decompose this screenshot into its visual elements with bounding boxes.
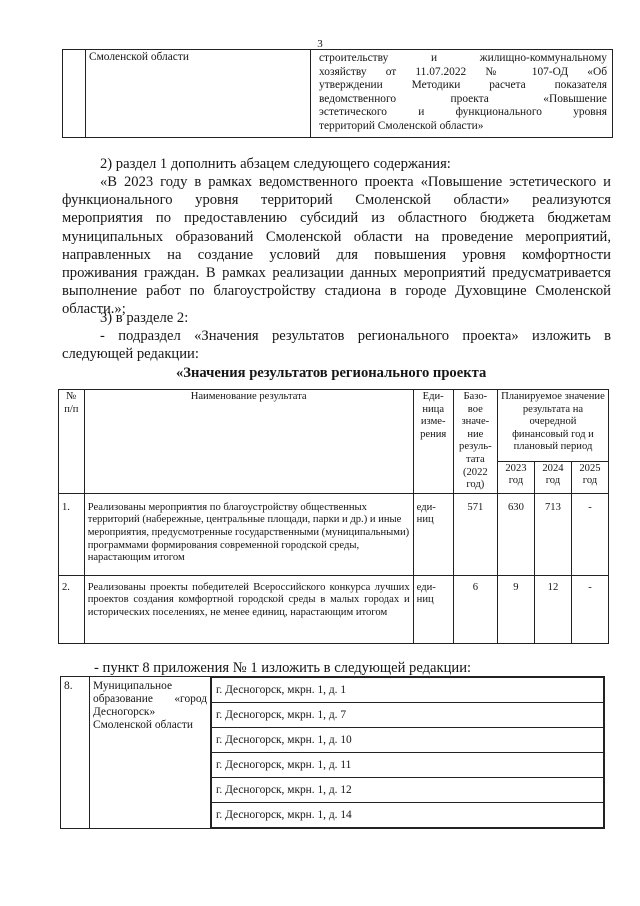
list-item (212, 778, 604, 803)
address: г. Десногорск, мкрн. 1, д. 1 (212, 678, 604, 703)
paragraph-line: - подраздел «Значения результатов регионального проекта» изложить в (100, 328, 611, 344)
paragraph-line: выполнение работ по благоустройству стадиона в городе Духовщине Смоленской (62, 283, 611, 300)
subsection-instruction (62, 327, 611, 363)
paragraph-line: следующей редакции: (62, 346, 199, 363)
row-unit: еди-ниц (413, 493, 453, 575)
header-base-value: Базо-вое значе-ние резуль-тата (2022 год) (453, 390, 497, 494)
header-year: 2023 год (497, 461, 534, 493)
row-name: Реализованы мероприятия по благоустройству общественных территорий (набережные, центральные площади, парки и др.) и иные мероприятия, предусмотренные государственными (муниципальными) программами формирования современной городской среды, нарастающим итогом (84, 493, 413, 575)
quoted-paragraph (62, 173, 611, 319)
address-list (211, 677, 604, 828)
list-item (212, 678, 604, 703)
reference-line: эстетического и функционального уровня (319, 106, 607, 119)
row-value-2024: 713 (534, 493, 571, 575)
row-base-value: 571 (453, 493, 497, 575)
paragraph-line: муниципальных образований Смоленской области на проведение мероприятий, (62, 228, 611, 245)
list-item (212, 728, 604, 753)
header-result-name: Наименование результата (84, 390, 413, 494)
header-unit: Еди-ница изме-рения (413, 390, 453, 494)
municipality-cell (90, 677, 211, 829)
reference-line: ведомственного проекта «Повышение (319, 92, 607, 105)
region-cell: Смоленской области (86, 50, 311, 138)
table-row (59, 575, 609, 643)
municipality-line: Муниципальное (93, 680, 173, 692)
row-number: 2. (59, 575, 85, 643)
row-number: 1. (59, 493, 85, 575)
paragraph-line: «В 2023 году в рамках ведомственного проекта «Повышение эстетического и (100, 174, 611, 190)
continued-table (62, 49, 613, 138)
municipality-line: образование «город (93, 693, 207, 705)
row-value-2025: - (571, 493, 608, 575)
address: г. Десногорск, мкрн. 1, д. 12 (212, 778, 604, 803)
subsection-title: «Значения результатов регионального проекта (176, 365, 487, 381)
row-value-2024: 12 (534, 575, 571, 643)
row-base-value: 6 (453, 575, 497, 643)
municipality-line: Смоленской области (93, 719, 193, 731)
header-planned-values: Планируемое значение результата на очередной финансовый год и плановый период (497, 390, 608, 462)
paragraph-line: проживания граждан. В рамках реализации данных мероприятий предусматривается (62, 265, 611, 282)
table-row (59, 493, 609, 575)
header-year: 2024 год (534, 461, 571, 493)
appendix-row-number: 8. (61, 677, 90, 829)
paragraph-line: функционального уровня территорий Смоленской области» реализуются (62, 192, 611, 209)
results-table (58, 389, 609, 644)
header-year: 2025 год (571, 461, 608, 493)
paragraph-point-8: - пункт 8 приложения № 1 изложить в следующей редакции: (94, 660, 472, 676)
header-number: № п/п (59, 390, 85, 494)
municipality-line: Десногорск» (93, 706, 156, 718)
list-item (212, 753, 604, 778)
paragraph-section-1: 2) раздел 1 дополнить абзацем следующего содержания: (100, 156, 451, 172)
row-value-2023: 630 (497, 493, 534, 575)
row-unit: еди-ниц (413, 575, 453, 643)
reference-line: территорий Смоленской области» (319, 119, 484, 132)
page-number: 3 (317, 38, 323, 50)
paragraph-line: мероприятия по предоставлению субсидий из областного бюджета бюджетам (62, 210, 611, 227)
address: г. Десногорск, мкрн. 1, д. 14 (212, 803, 604, 828)
address: г. Десногорск, мкрн. 1, д. 11 (212, 753, 604, 778)
appendix-table (60, 676, 605, 829)
row-value-2023: 9 (497, 575, 534, 643)
reference-line: хозяйству от 11.07.2022 № 107-ОД «Об (319, 65, 607, 78)
paragraph-section-2: 3) в разделе 2: (100, 310, 189, 326)
reference-line: утверждении Методики расчета показателя (319, 79, 607, 92)
table-cell-empty (63, 50, 86, 138)
row-value-2025: - (571, 575, 608, 643)
reference-line: строительству и жилищно-коммунальному (319, 52, 607, 64)
row-name: Реализованы проекты победителей Всероссийского конкурса лучших проектов создания комфортной городской среды в малых городах и исторических поселениях, не менее единиц, нарастающим итогом (84, 575, 413, 643)
document-reference-cell (311, 50, 613, 138)
paragraph-line: направленных на создание условий для повышения уровня комфортности (62, 246, 611, 263)
address: г. Десногорск, мкрн. 1, д. 7 (212, 703, 604, 728)
list-item (212, 803, 604, 828)
addresses-cell (211, 677, 605, 829)
address: г. Десногорск, мкрн. 1, д. 10 (212, 728, 604, 753)
paragraph-line: области.»; (62, 301, 126, 318)
list-item (212, 703, 604, 728)
